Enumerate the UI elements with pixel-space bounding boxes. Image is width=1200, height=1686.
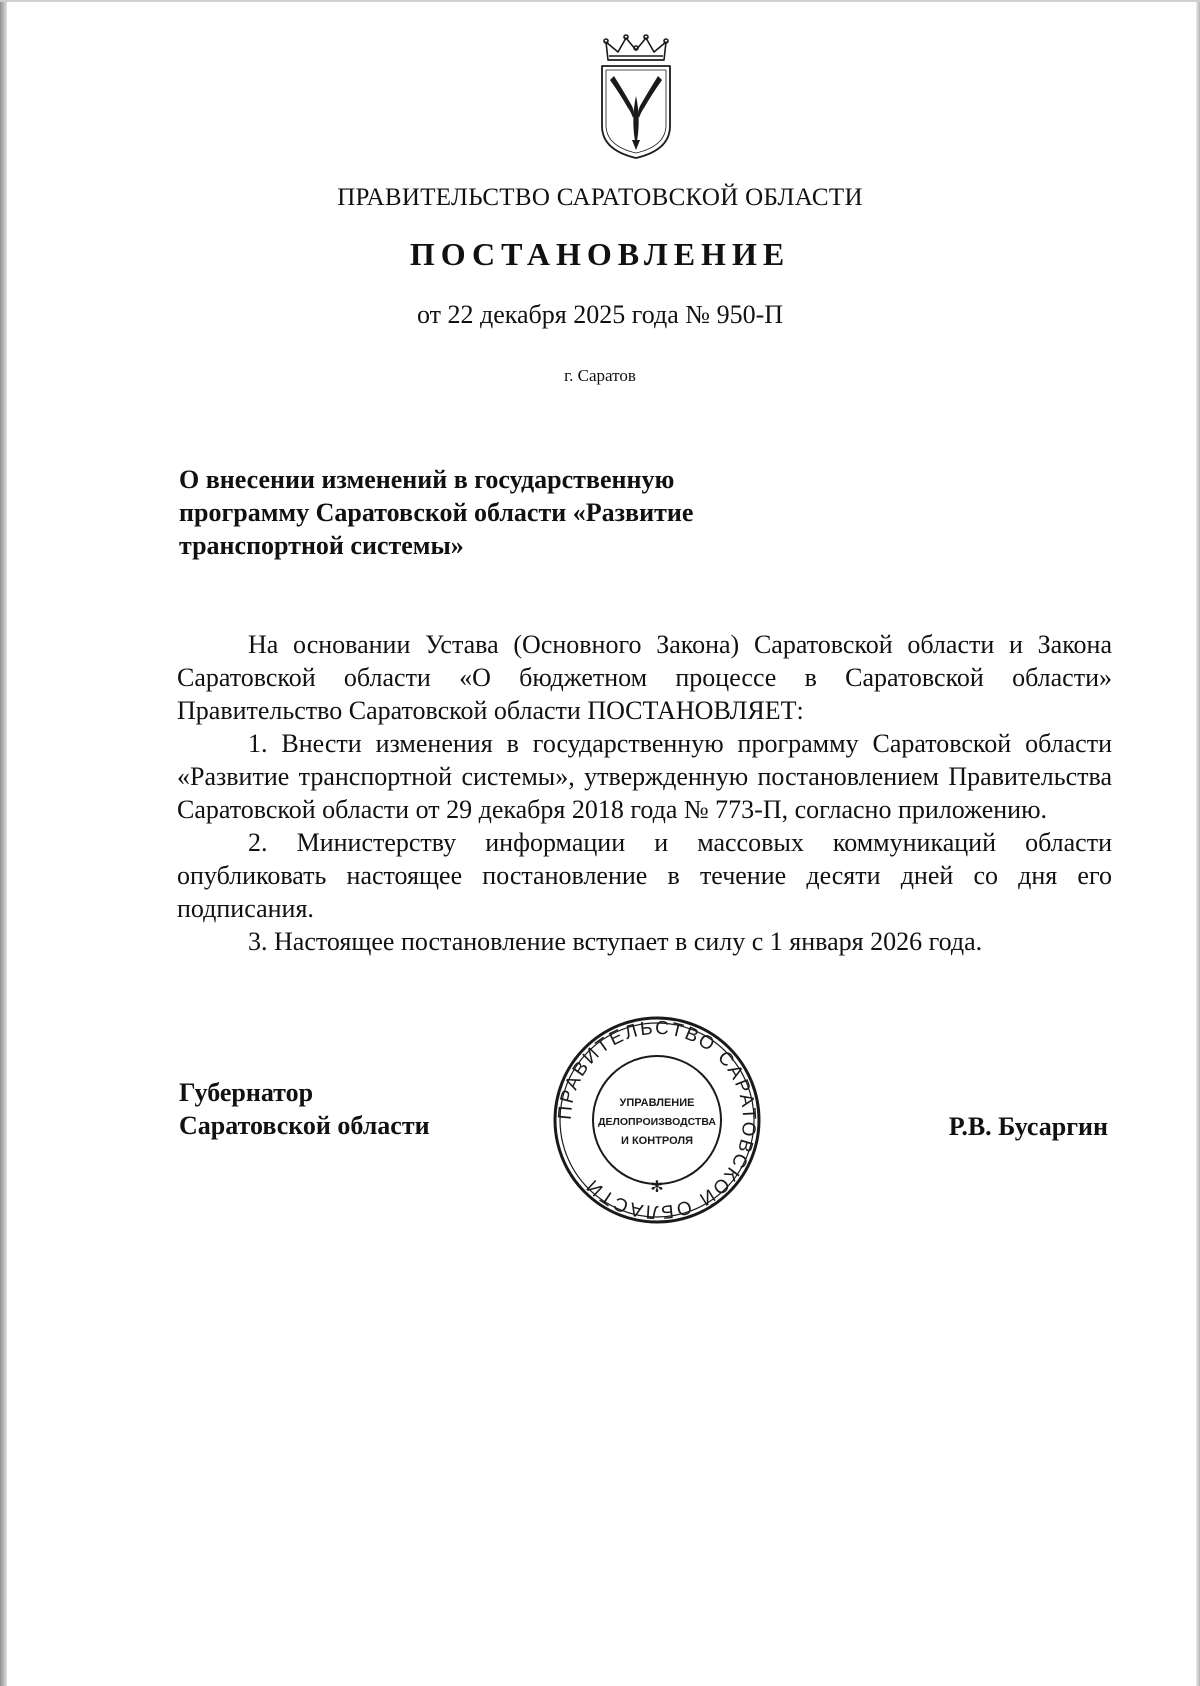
document-date-number: от 22 декабря 2025 года № 950-П (416, 300, 784, 329)
seal-outer-text: ПРАВИТЕЛЬСТВО САРАТОВСКОЙ ОБЛАСТИ (554, 1017, 760, 1223)
org-name: ПРАВИТЕЛЬСТВО САРАТОВСКОЙ ОБЛАСТИ (337, 184, 863, 211)
signer-title-line: Саратовской области (179, 1111, 430, 1140)
seal-inner-line: УПРАВЛЕНИЕ (619, 1097, 695, 1109)
subject-line: транспортной системы» (179, 531, 464, 560)
seal-inner-line: И КОНТРОЛЯ (621, 1135, 693, 1147)
body-paragraph-3: 3. Настоящее постановление вступает в силу с 1 января 2026 года. (248, 927, 983, 956)
saratov-coat-of-arms-icon (596, 34, 676, 160)
document-body (177, 628, 1112, 958)
signer-title-line: Губернатор (179, 1078, 314, 1107)
document-type-title: ПОСТАНОВЛЕНИЕ (409, 236, 791, 272)
official-seal-icon (551, 1014, 763, 1226)
body-paragraph-1: 1. Внести изменения в государственную программу Саратовской области «Развитие транспортной системы», утвержденную постановлением Правительства Саратовской области от 29 декабря 2018 года № 773-П, согласно приложению. (177, 729, 1112, 824)
subject-line: О внесении изменений в государственную (179, 465, 675, 494)
signer-title (179, 1076, 430, 1142)
body-paragraph-preamble: На основании Устава (Основного Закона) Саратовской области и Закона Саратовской области «О бюджетном процессе в Саратовской области» Правительство Саратовской области ПОСТАНОВЛЯЕТ: (177, 630, 1112, 725)
signer-name: Р.В. Бусаргин (948, 1112, 1108, 1141)
scan-edge-top (0, 0, 1200, 2)
body-paragraph-2: 2. Министерству информации и массовых коммуникаций области опубликовать настоящее постановление в течение десяти дней со дня его подписания. (177, 828, 1112, 923)
seal-inner-line: ДЕЛОПРОИЗВОДСТВА (598, 1116, 716, 1128)
seal-star-icon: ✻ (650, 1177, 664, 1196)
subject-line: программу Саратовской области «Развитие (179, 498, 694, 527)
document-subject (179, 463, 739, 562)
document-city: г. Саратов (564, 366, 636, 385)
